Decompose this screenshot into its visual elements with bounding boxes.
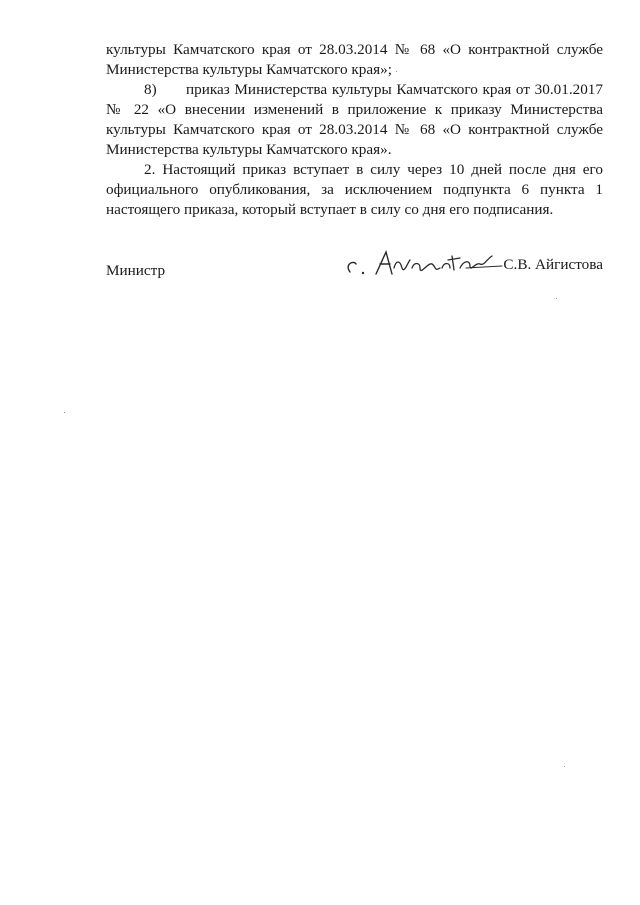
scan-speck	[564, 766, 565, 767]
scan-speck	[556, 298, 557, 299]
item-8-line-2: № 22 «О внесении изменений в приложение к приказу Министерства	[106, 101, 603, 118]
handwritten-signature	[336, 242, 506, 282]
list-item-8	[106, 80, 603, 160]
item-8-first-line	[106, 80, 603, 100]
paragraph-2-line-3: настоящего приказа, который вступает в силу со дня его подписания.	[106, 201, 554, 218]
item-8-first-text: приказ Министерства культуры Камчатского края от 30.01.2017	[186, 81, 603, 98]
scan-speck	[396, 71, 397, 72]
paragraph-2	[106, 160, 603, 220]
scan-speck	[64, 412, 65, 413]
item-8-line-4: Министерства культуры Камчатского края».	[106, 141, 392, 158]
signatory-name: С.В. Айгистова	[503, 256, 603, 273]
item-8-line-3: культуры Камчатского края от 28.03.2014 № 68 «О контрактной службе	[106, 121, 603, 138]
continuation-line-1: культуры Камчатского края от 28.03.2014 № 68 «О контрактной службе	[106, 41, 603, 58]
paragraph-2-line-1: 2. Настоящий приказ вступает в силу через 10 дней после дня его	[144, 161, 603, 178]
signatory-title: Министр	[106, 262, 166, 279]
paragraph-continuation	[106, 40, 603, 80]
signature-block	[106, 256, 603, 286]
paragraph-2-line-2: официального опубликования, за исключением подпункта 6 пункта 1	[106, 181, 603, 198]
continuation-line-2: Министерства культуры Камчатского края»;	[106, 61, 392, 78]
item-8-number: 8)	[144, 81, 157, 98]
